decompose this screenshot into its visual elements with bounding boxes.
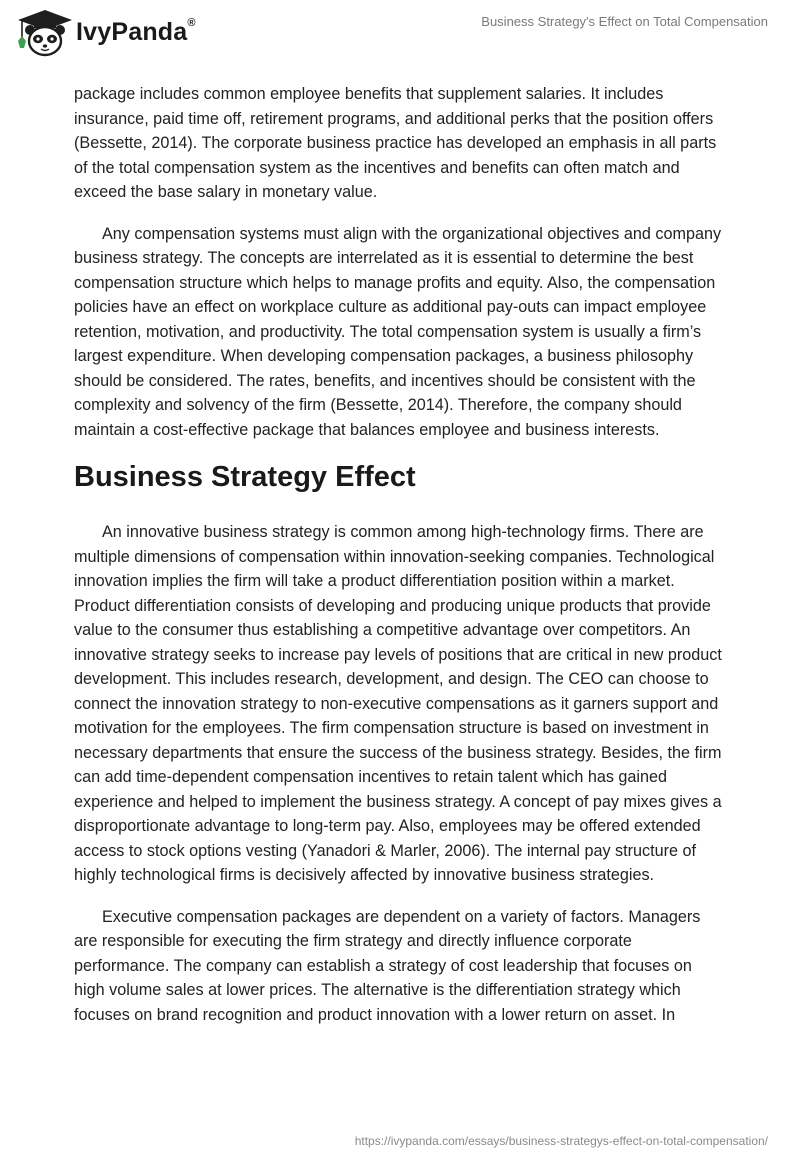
paragraph: An innovative business strategy is common among high-technology firms. There are multiple dimensions of compensation within innovation-seeking companies. Technological innovation implies the firm will take a product differentiation position within a market. Product differentiation consists of developing and producing unique products that provide value to the consumer thus establishing a competitive advantage over competitors. An innovative strategy seeks to increase pay levels of positions that are critical in new product development. This includes research, development, and design. The CEO can choose to connect the innovation strategy to non-executive compensations as it garners support and motivation for the employees. The firm compensation structure is based on investment in necessary departments that ensure the success of the business strategy. Besides, the firm can add time-dependent compensation incentives to retain talent which has gained experience and helped to implement the business strategy. A concept of pay mixes gives a disproportionate advantage to long-term pay. Also, employees may be offered extended access to stock options vesting (Yanadori & Marler, 2006). The internal pay structure of highly technological firms is decisively affected by innovative business strategies. — [74, 523, 722, 884]
paragraph: Any compensation systems must align with the organizational objectives and company business strategy. The concepts are interrelated as it is essential to determine the best compensation structure which helps to manage profits and equity. Also, the compensation policies have an effect on workplace culture as additional pay-outs can impact employee retention, motivation, and productivity. The total compensation system is usually a firm’s largest expenditure. When developing compensation packages, a business philosophy should be considered. The rates, benefits, and incentives should be consistent with the complexity and solvency of the firm (Bessette, 2014). Therefore, the company should maintain a cost-effective package that balances employee and business interests. — [74, 224, 722, 439]
paragraph: Executive compensation packages are dependent on a variety of factors. Managers are responsible for executing the firm strategy and directly influence corporate performance. The company can establish a strategy of cost leadership that focuses on high volume sales at lower prices. The alternative is the differentiation strategy which focuses on brand recognition and product innovation with a lower return on asset. In — [74, 907, 701, 1024]
registered-mark: ® — [187, 16, 196, 29]
paragraph: package includes common employee benefits that supplement salaries. It includes insurance, paid time off, retirement programs, and additional perks that the position offers (Bessette, 2014). The corporate business practice has developed an emphasis in all parts of the total compensation system as the incentives and benefits can often match and exceed the base salary in monetary value. — [74, 85, 717, 201]
brand-text: IvyPanda — [76, 18, 188, 46]
page-header — [0, 0, 800, 70]
ivypanda-logo-icon[interactable] — [14, 8, 76, 58]
section-heading: Business Strategy Effect — [74, 461, 416, 493]
brand-name[interactable] — [76, 18, 196, 47]
essay-body — [74, 82, 726, 1044]
document-title: Business Strategy's Effect on Total Compensation — [481, 14, 768, 29]
source-url[interactable]: https://ivypanda.com/essays/business-strategys-effect-on-total-compensation/ — [354, 1134, 768, 1148]
